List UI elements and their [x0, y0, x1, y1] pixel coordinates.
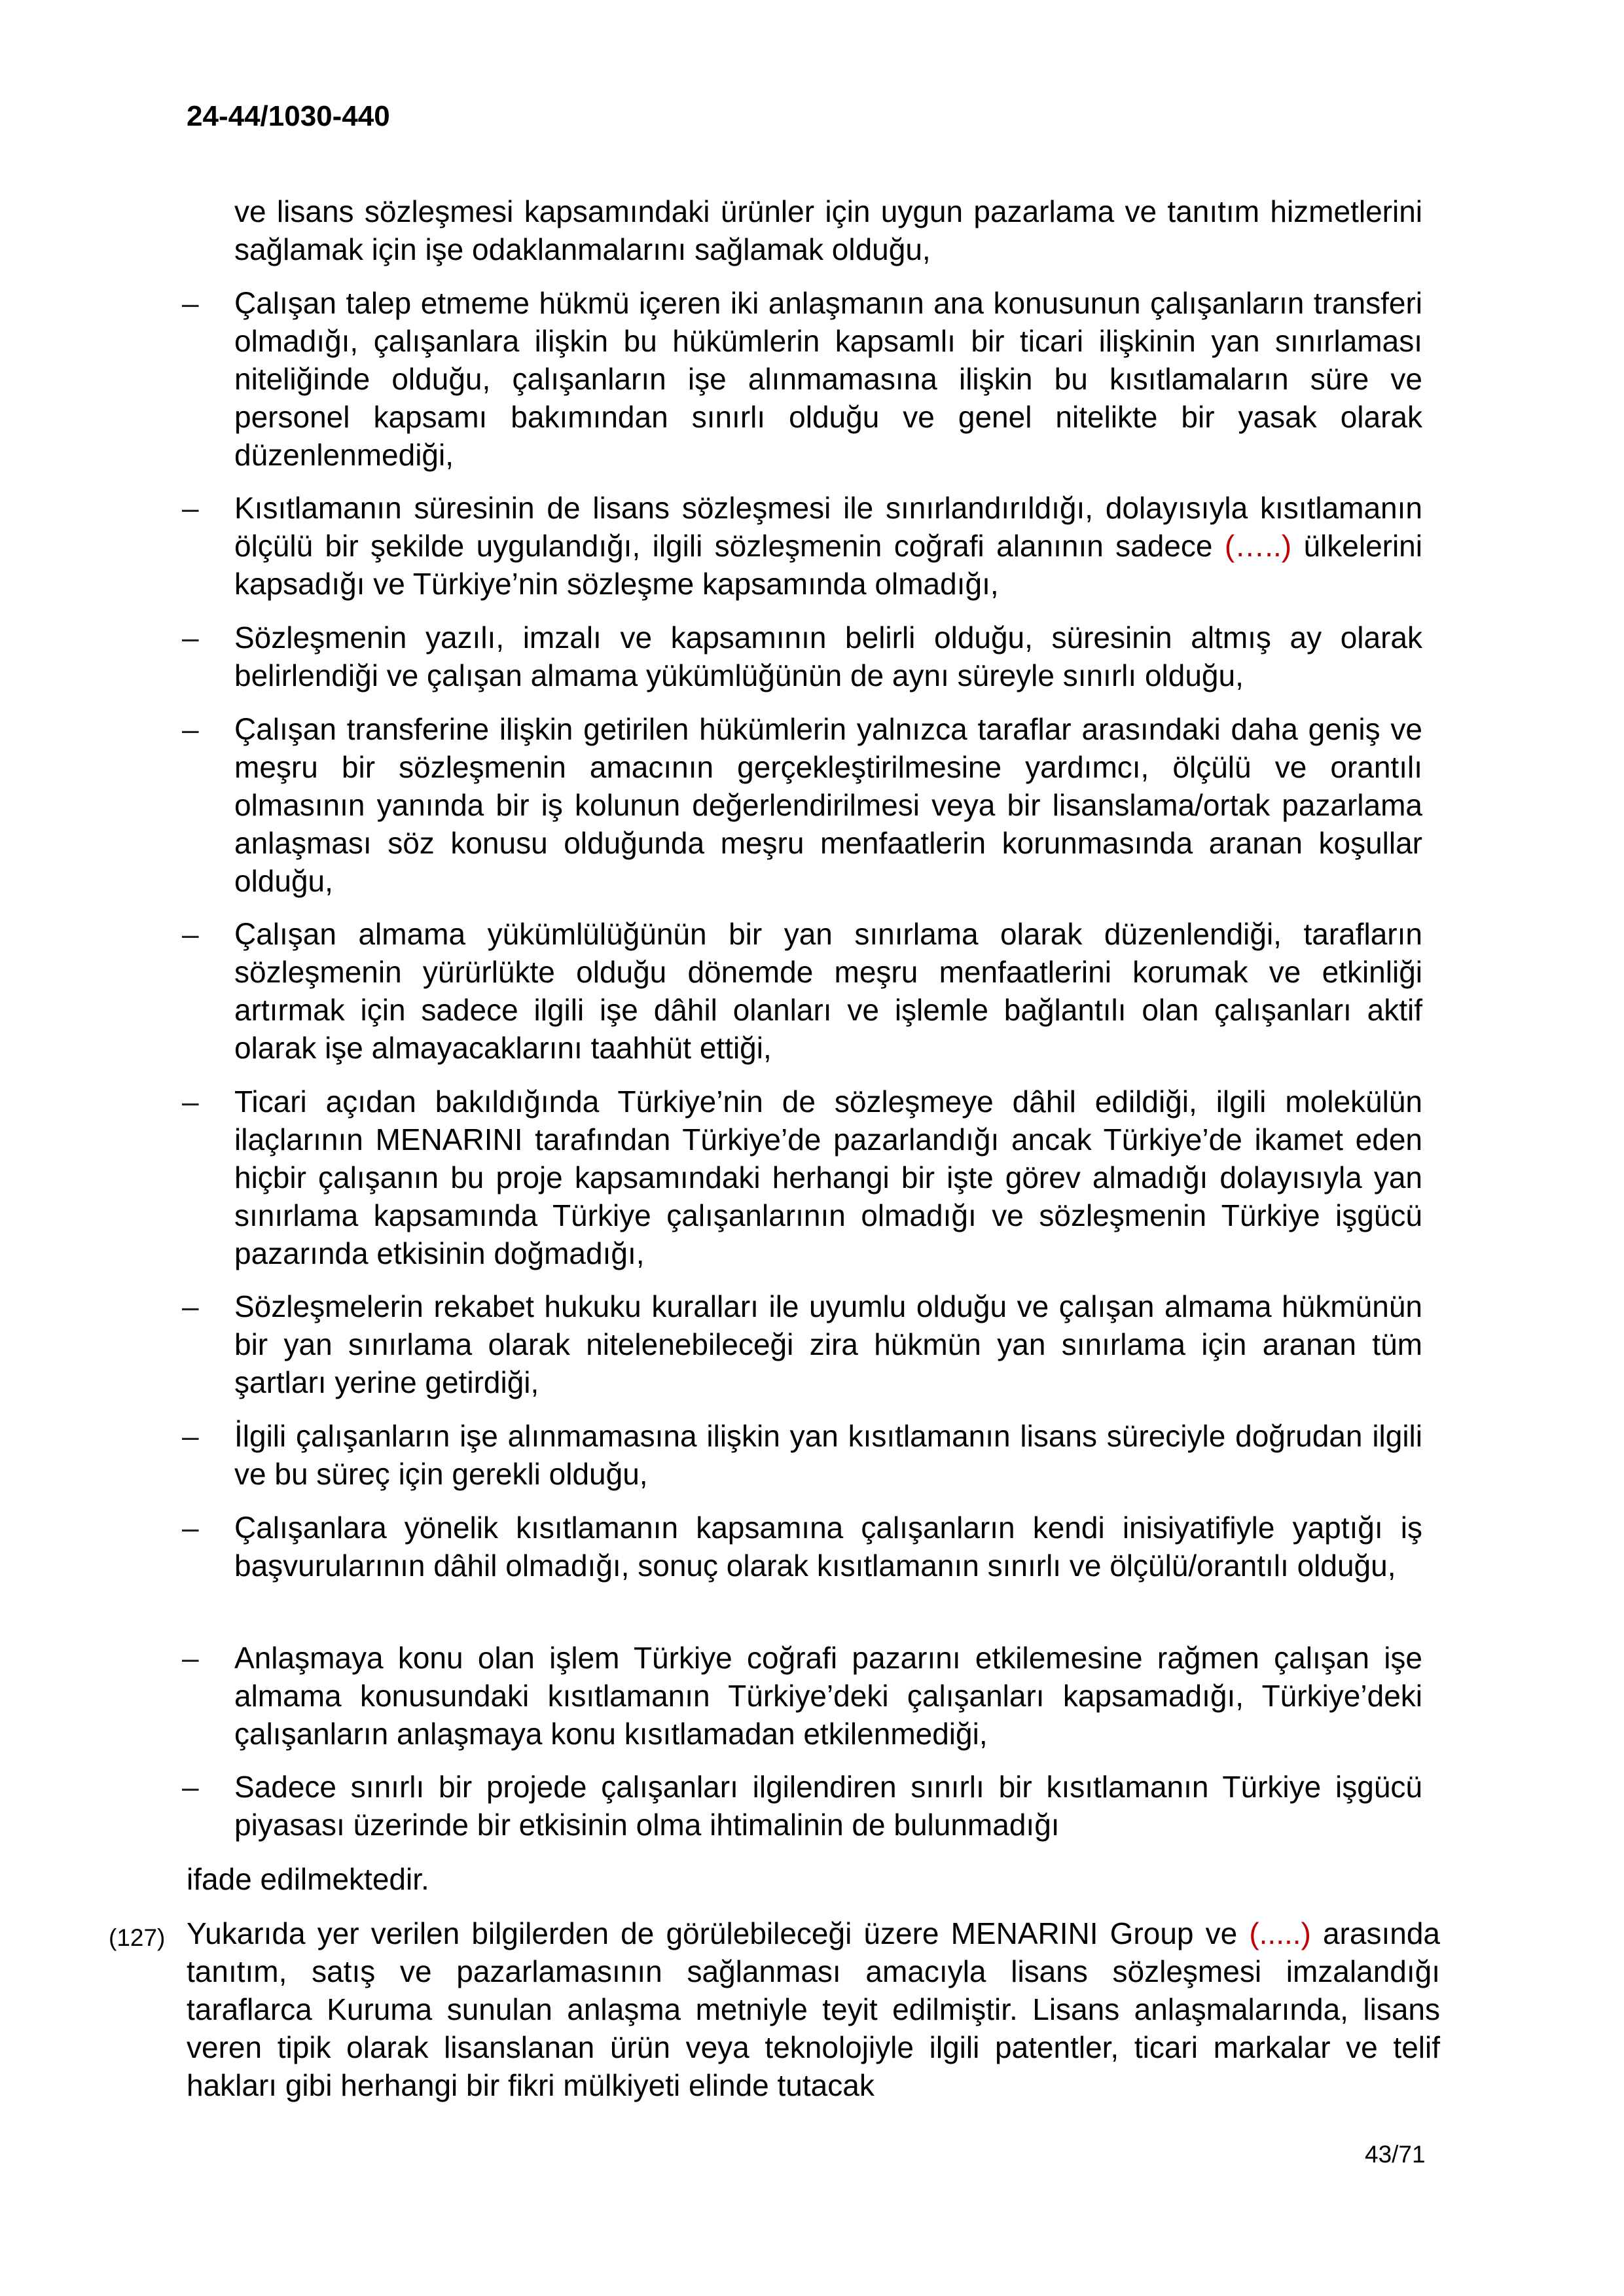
bullet-text: Ticari açıdan bakıldığında Türkiye’nin de sözleşmeye dâhil edildiği, ilgili molekülün ilaçlarının MENARINI tarafından Türkiye’de pazarlandığı ancak Türkiye’de ikamet eden hiçbir çalışanın bu proje kapsamındaki herhangi bir işte görev almadığı dolayısıyla yan sınırlama kapsamında Türkiye çalışanlarının olmadığı ve sözleşmenin Türkiye işgücü pazarında etkisinin doğmadığı,	[234, 1085, 1422, 1270]
bullet-marker: –	[182, 712, 199, 746]
bullet-marker: –	[182, 917, 199, 951]
bullet-marker: –	[182, 1511, 199, 1545]
closing-text: ifade edilmektedir.	[187, 1862, 429, 1896]
document-number: 24-44/1030-440	[187, 100, 390, 132]
paragraph-127	[187, 1914, 1440, 2104]
bullet-marker: –	[182, 1419, 199, 1453]
paragraph-text-after: arasında tanıtım, satış ve pazarlamasının sağlanması amacıyla lisans sözleşmesi imzalandığı taraflarca Kuruma sunulan anlaşma metniyle teyit edilmiştir. Lisans anlaşmalarında, lisans veren tipik olarak lisanslanan ürün veya teknolojiyle ilgili patentler, ticari markalar ve telif hakları gibi herhangi bir fikri mülkiyeti elinde tutacak	[187, 1916, 1440, 2102]
bullet-text: Sadece sınırlı bir projede çalışanları ilgilendiren sınırlı bir kısıtlamanın Türkiye işgücü piyasası üzerinde bir etkisinin olma ihtimalinin de bulunmadığı	[234, 1770, 1422, 1842]
bullet-marker: –	[182, 620, 199, 655]
continuation-paragraph: ve lisans sözleşmesi kapsamındaki ürünler için uygun pazarlama ve tanıtım hizmetlerini sağlamak için işe odaklanmalarını sağlamak olduğu,	[234, 194, 1422, 266]
bullet-marker: –	[182, 1641, 199, 1675]
bullet-marker: –	[182, 491, 199, 525]
bullet-text: Çalışan talep etmeme hükmü içeren iki anlaşmanın ana konusunun çalışanların transferi olmadığı, çalışanlara ilişkin bu hükümlerin kapsamlı bir ticari ilişkinin yan sınırlaması niteliğinde olduğu, çalışanların işe alınmamasına ilişkin bu kısıtlamaların süre ve personel kapsamı bakımından sınırlı olduğu ve genel nitelikte bir yasak olarak düzenlenmediği,	[234, 286, 1422, 472]
bullet-text: Sözleşmelerin rekabet hukuku kuralları ile uyumlu olduğu ve çalışan almama hükmünün bir yan sınırlama olarak nitelenebileceği zira hükmün yan sınırlama için aranan tüm şartları yerine getirdiği,	[234, 1289, 1422, 1399]
paragraph-text-before: Yukarıda yer verilen bilgilerden de görülebileceği üzere MENARINI Group ve	[187, 1916, 1250, 1950]
bullet-text: Çalışan transferine ilişkin getirilen hükümlerin yalnızca taraflar arasındaki daha geniş ve meşru bir sözleşmenin amacının gerçekleştirilmesine yardımcı, ölçülü ve orantılı olmasının yanında bir iş kolunun değerlendirilmesi veya bir lisanslama/ortak pazarlama anlaşması söz konusu olduğunda meşru menfaatlerin korunmasında aranan koşullar olduğu,	[234, 712, 1422, 898]
bullet-text	[234, 489, 1422, 603]
bullet-marker: –	[182, 1289, 199, 1323]
bullet-text: Çalışan almama yükümlülüğünün bir yan sınırlama olarak düzenlendiği, tarafların sözleşmenin yürürlükte olduğu dönemde meşru menfaatlerini korumak ve etkinliği artırmak için sadece ilgili işe dâhil olanları ve işlemle bağlantılı olan çalışanları aktif olarak işe almayacaklarını taahhüt ettiği,	[234, 917, 1422, 1065]
page-number: 43/71	[1365, 2141, 1426, 2168]
bullet-marker: –	[182, 1770, 199, 1804]
bullet-marker: –	[182, 286, 199, 320]
bullet-text: Çalışanlara yönelik kısıtlamanın kapsamına çalışanların kendi inisiyatifiyle yaptığı iş başvurularının dâhil olmadığı, sonuç olarak kısıtlamanın sınırlı ve ölçülü/orantılı olduğu,	[234, 1511, 1422, 1583]
bullet-text-before: Kısıtlamanın süresinin de lisans sözleşmesi ile sınırlandırıldığı, dolayısıyla kısıtlamanın ölçülü bir şekilde uygulandığı, ilgili sözleşmenin coğrafi alanının sadece	[234, 491, 1422, 563]
paragraph-number: (127)	[109, 1924, 166, 1951]
bullet-text-after: ülkelerini kapsadığı ve Türkiye’nin sözleşme kapsamında olmadığı,	[234, 529, 1422, 601]
bullet-text: İlgili çalışanların işe alınmamasına ilişkin yan kısıtlamanın lisans süreciyle doğrudan ilgili ve bu süreç için gerekli olduğu,	[234, 1419, 1422, 1491]
bullet-text: Sözleşmenin yazılı, imzalı ve kapsamının belirli olduğu, süresinin altmış ay olarak belirlendiği ve çalışan almama yükümlüğünün de aynı süreyle sınırlı olduğu,	[234, 620, 1422, 692]
redacted-text: (.....)	[1249, 1916, 1311, 1950]
redacted-text: (…..)	[1224, 529, 1292, 563]
bullet-marker: –	[182, 1085, 199, 1119]
bullet-text: Anlaşmaya konu olan işlem Türkiye coğrafi pazarını etkilemesine rağmen çalışan işe almama konusundaki kısıtlamanın Türkiye’deki çalışanları kapsamadığı, Türkiye’deki çalışanların anlaşmaya konu kısıtlamadan etkilenmediği,	[234, 1641, 1422, 1751]
